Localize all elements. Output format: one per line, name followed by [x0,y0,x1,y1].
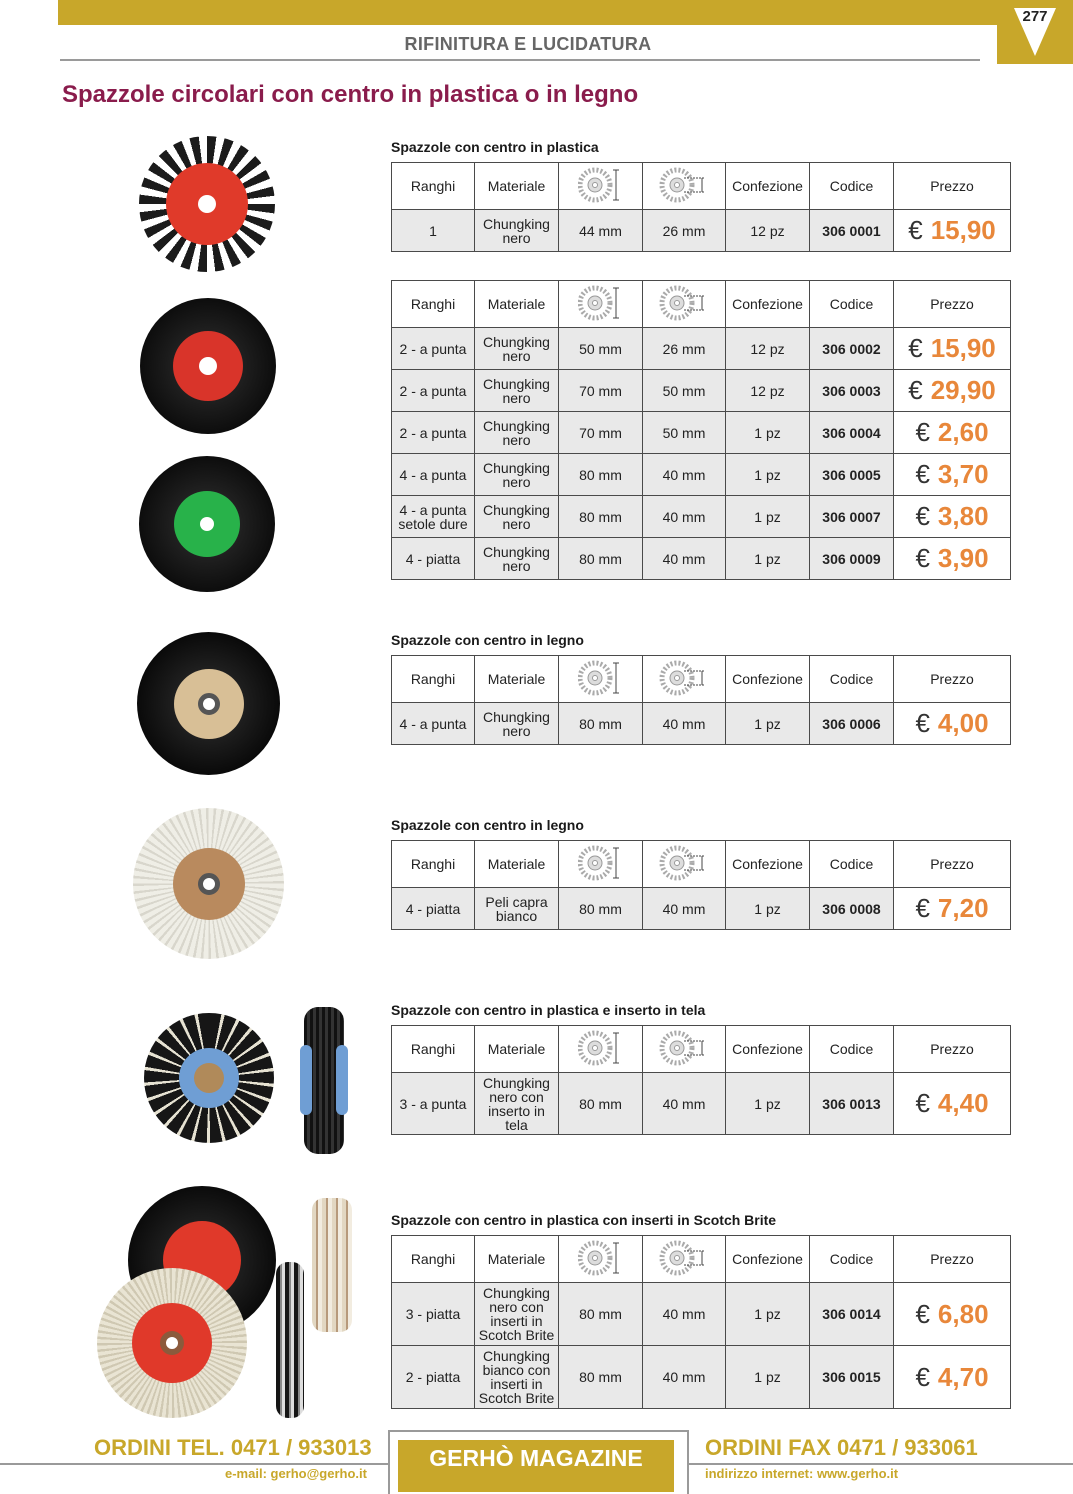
cell-prezzo [894,888,1011,930]
section-title: RIFINITURA E LUCIDATURA [404,34,652,54]
table-caption: Spazzole con centro in plastica con inserti in Scotch Brite [391,1212,777,1228]
price-value: 6,80 [937,1298,989,1329]
header-materiale: Materiale [475,163,559,210]
cell-codice: 306 0013 [810,1073,894,1135]
cell-ranghi: 2 - a punta [392,328,475,370]
cell-prezzo [894,496,1011,538]
header-prezzo: Prezzo [894,281,1011,328]
cell-ranghi: 1 [392,210,475,252]
header-codice: Codice [810,656,894,703]
euro-symbol: € [915,1361,930,1392]
cell-diameter: 80 mm [559,1073,643,1135]
cell-hub-diameter: 50 mm [643,412,726,454]
table-caption: Spazzole con centro in legno [391,632,584,648]
product-table-wood-goat [391,840,1011,930]
cell-hub-diameter: 40 mm [643,496,726,538]
table-header-row [392,281,1011,328]
header-codice: Codice [810,163,894,210]
cell-confezione: 12 pz [726,370,810,412]
table-row [392,412,1011,454]
header-ranghi: Ranghi [392,656,475,703]
brush-diameter-icon [559,841,643,888]
euro-symbol: € [908,215,923,245]
table-caption: Spazzole con centro in legno [391,817,584,833]
price-value: 4,70 [937,1361,989,1392]
cell-prezzo [894,538,1011,580]
price-value: 4,00 [937,708,989,738]
cell-ranghi: 3 - a punta [392,1073,475,1135]
table-row [392,370,1011,412]
brush-photo-black-red [140,298,276,434]
cell-prezzo [894,703,1011,745]
cell-confezione: 1 pz [726,1283,810,1346]
table-row [392,1073,1011,1135]
cell-prezzo [894,370,1011,412]
product-table-canvas [391,1025,1011,1135]
brush-hub-diameter-icon [643,841,726,888]
price-value: 2,60 [937,417,989,447]
brush-hub-diameter-icon [643,1026,726,1073]
price-value: 7,20 [937,893,989,923]
brush-photo-white-wood [133,808,284,959]
section-divider [60,59,980,61]
cell-materiale: Chungking nero con inserti in Scotch Brite [475,1283,559,1346]
price-value: 4,40 [937,1088,989,1118]
cell-diameter: 70 mm [559,370,643,412]
cell-ranghi: 2 - a punta [392,412,475,454]
footer-magazine-banner: GERHÒ MAGAZINE [398,1440,674,1492]
header-codice: Codice [810,1236,894,1283]
brush-diameter-icon [559,1236,643,1283]
cell-confezione: 1 pz [726,703,810,745]
cell-hub-diameter: 40 mm [643,703,726,745]
cell-prezzo [894,1283,1011,1346]
cell-materiale: Peli capra bianco [475,888,559,930]
cell-materiale: Chungking nero con inserto in tela [475,1073,559,1135]
table-row [392,210,1011,252]
price-value: 3,70 [937,459,989,489]
header-confezione: Confezione [726,1026,810,1073]
product-table-wood [391,655,1011,745]
table-row [392,888,1011,930]
cell-prezzo [894,454,1011,496]
cell-hub-diameter: 50 mm [643,370,726,412]
cell-codice: 306 0014 [810,1283,894,1346]
cell-confezione: 1 pz [726,888,810,930]
cell-diameter: 50 mm [559,328,643,370]
brush-side-view-scotch-2 [276,1262,304,1418]
brush-side-view-canvas [304,1007,344,1154]
cell-diameter: 70 mm [559,412,643,454]
table-header-row [392,1236,1011,1283]
brush-hub-diameter-icon [643,656,726,703]
cell-codice: 306 0001 [810,210,894,252]
euro-symbol: € [915,417,930,447]
brush-diameter-icon [559,163,643,210]
cell-codice: 306 0005 [810,454,894,496]
header-confezione: Confezione [726,841,810,888]
cell-hub-diameter: 40 mm [643,888,726,930]
euro-symbol: € [915,1088,930,1118]
brush-hub-diameter-icon [643,281,726,328]
cell-codice: 306 0002 [810,328,894,370]
header-ranghi: Ranghi [392,1236,475,1283]
header-materiale: Materiale [475,656,559,703]
header-codice: Codice [810,841,894,888]
cell-diameter: 80 mm [559,1346,643,1409]
cell-hub-diameter: 40 mm [643,538,726,580]
header-confezione: Confezione [726,163,810,210]
table-caption: Spazzole con centro in plastica [391,139,599,155]
brush-photo-black-green [139,456,275,592]
header-materiale: Materiale [475,841,559,888]
brush-photo-black-wood [137,632,280,775]
cell-diameter: 80 mm [559,454,643,496]
cell-hub-diameter: 26 mm [643,328,726,370]
cell-diameter: 80 mm [559,1283,643,1346]
price-value: 15,90 [930,215,996,245]
cell-hub-diameter: 40 mm [643,1283,726,1346]
header-materiale: Materiale [475,1026,559,1073]
cell-ranghi: 3 - piatta [392,1283,475,1346]
top-bar [58,0,998,25]
cell-materiale: Chungking nero [475,210,559,252]
table-header-row [392,163,1011,210]
cell-materiale: Chungking nero [475,454,559,496]
brush-diameter-icon [559,656,643,703]
page-title: Spazzole circolari con centro in plastica o in legno [62,81,639,108]
header-ranghi: Ranghi [392,841,475,888]
header-prezzo: Prezzo [894,656,1011,703]
cell-ranghi: 4 - a punta setole dure [392,496,475,538]
cell-materiale: Chungking nero [475,703,559,745]
header-prezzo: Prezzo [894,163,1011,210]
table-row [392,1283,1011,1346]
footer-email: e-mail: gerho@gerho.it [225,1466,367,1481]
header-materiale: Materiale [475,1236,559,1283]
brush-side-view-scotch-1 [312,1198,352,1332]
cell-prezzo [894,328,1011,370]
table-row [392,454,1011,496]
euro-symbol: € [908,333,923,363]
cell-hub-diameter: 40 mm [643,1346,726,1409]
cell-codice: 306 0003 [810,370,894,412]
cell-hub-diameter: 40 mm [643,454,726,496]
table-caption: Spazzole con centro in plastica e inserto in tela [391,1002,706,1018]
cell-ranghi: 4 - a punta [392,454,475,496]
cell-prezzo [894,1346,1011,1409]
cell-prezzo [894,1073,1011,1135]
cell-ranghi: 4 - a punta [392,703,475,745]
cell-confezione: 1 pz [726,412,810,454]
cell-diameter: 80 mm [559,496,643,538]
header-confezione: Confezione [726,1236,810,1283]
cell-ranghi: 2 - a punta [392,370,475,412]
cell-codice: 306 0004 [810,412,894,454]
cell-diameter: 80 mm [559,703,643,745]
table-header-row [392,656,1011,703]
euro-symbol: € [908,375,923,405]
table-row [392,703,1011,745]
brush-photo-plastic-red [139,136,275,272]
table-row [392,328,1011,370]
header-prezzo: Prezzo [894,1236,1011,1283]
footer-order-phone: ORDINI TEL. 0471 / 933013 [94,1435,372,1460]
brush-diameter-icon [559,1026,643,1073]
cell-confezione: 1 pz [726,1346,810,1409]
cell-materiale: Chungking nero [475,496,559,538]
brush-diameter-icon [559,281,643,328]
cell-materiale: Chungking nero [475,370,559,412]
header-confezione: Confezione [726,281,810,328]
euro-symbol: € [915,459,930,489]
header-codice: Codice [810,281,894,328]
brush-hub-diameter-icon [643,1236,726,1283]
header-materiale: Materiale [475,281,559,328]
cell-codice: 306 0008 [810,888,894,930]
euro-symbol: € [915,501,930,531]
header-ranghi: Ranghi [392,1026,475,1073]
cell-codice: 306 0007 [810,496,894,538]
page-number: 277 [1022,8,1048,25]
header-codice: Codice [810,1026,894,1073]
product-table-scotch-brite [391,1235,1011,1409]
table-header-row [392,1026,1011,1073]
cell-confezione: 12 pz [726,210,810,252]
footer-order-fax: ORDINI FAX 0471 / 933061 [705,1435,978,1460]
cell-diameter: 80 mm [559,538,643,580]
cell-ranghi: 4 - piatta [392,888,475,930]
cell-prezzo [894,210,1011,252]
cell-confezione: 1 pz [726,496,810,538]
table-row [392,538,1011,580]
euro-symbol: € [915,1298,930,1329]
cell-ranghi: 2 - piatta [392,1346,475,1409]
cell-prezzo [894,412,1011,454]
euro-symbol: € [915,543,930,573]
product-table-plastic [391,162,1011,252]
price-value: 29,90 [930,375,996,405]
footer-website: indirizzo internet: www.gerho.it [705,1466,899,1481]
price-value: 3,90 [937,543,989,573]
cell-codice: 306 0006 [810,703,894,745]
cell-materiale: Chungking nero [475,328,559,370]
header-ranghi: Ranghi [392,281,475,328]
header-prezzo: Prezzo [894,841,1011,888]
cell-confezione: 1 pz [726,454,810,496]
header-prezzo: Prezzo [894,1026,1011,1073]
cell-ranghi: 4 - piatta [392,538,475,580]
cell-diameter: 80 mm [559,888,643,930]
product-table-plastic-multi [391,280,1011,580]
header-ranghi: Ranghi [392,163,475,210]
cell-diameter: 44 mm [559,210,643,252]
cell-hub-diameter: 26 mm [643,210,726,252]
brush-hub-diameter-icon [643,163,726,210]
cell-confezione: 1 pz [726,538,810,580]
table-row [392,1346,1011,1409]
header-confezione: Confezione [726,656,810,703]
brush-photo-scotch-white [97,1268,247,1418]
table-row [392,496,1011,538]
euro-symbol: € [915,708,930,738]
cell-materiale: Chungking bianco con inserti in Scotch Brite [475,1346,559,1409]
table-header-row [392,841,1011,888]
euro-symbol: € [915,893,930,923]
cell-codice: 306 0015 [810,1346,894,1409]
cell-confezione: 12 pz [726,328,810,370]
price-value: 15,90 [930,333,996,363]
cell-codice: 306 0009 [810,538,894,580]
brush-photo-canvas-blue [144,1013,274,1143]
price-value: 3,80 [937,501,989,531]
cell-confezione: 1 pz [726,1073,810,1135]
cell-materiale: Chungking nero [475,412,559,454]
cell-materiale: Chungking nero [475,538,559,580]
cell-hub-diameter: 40 mm [643,1073,726,1135]
